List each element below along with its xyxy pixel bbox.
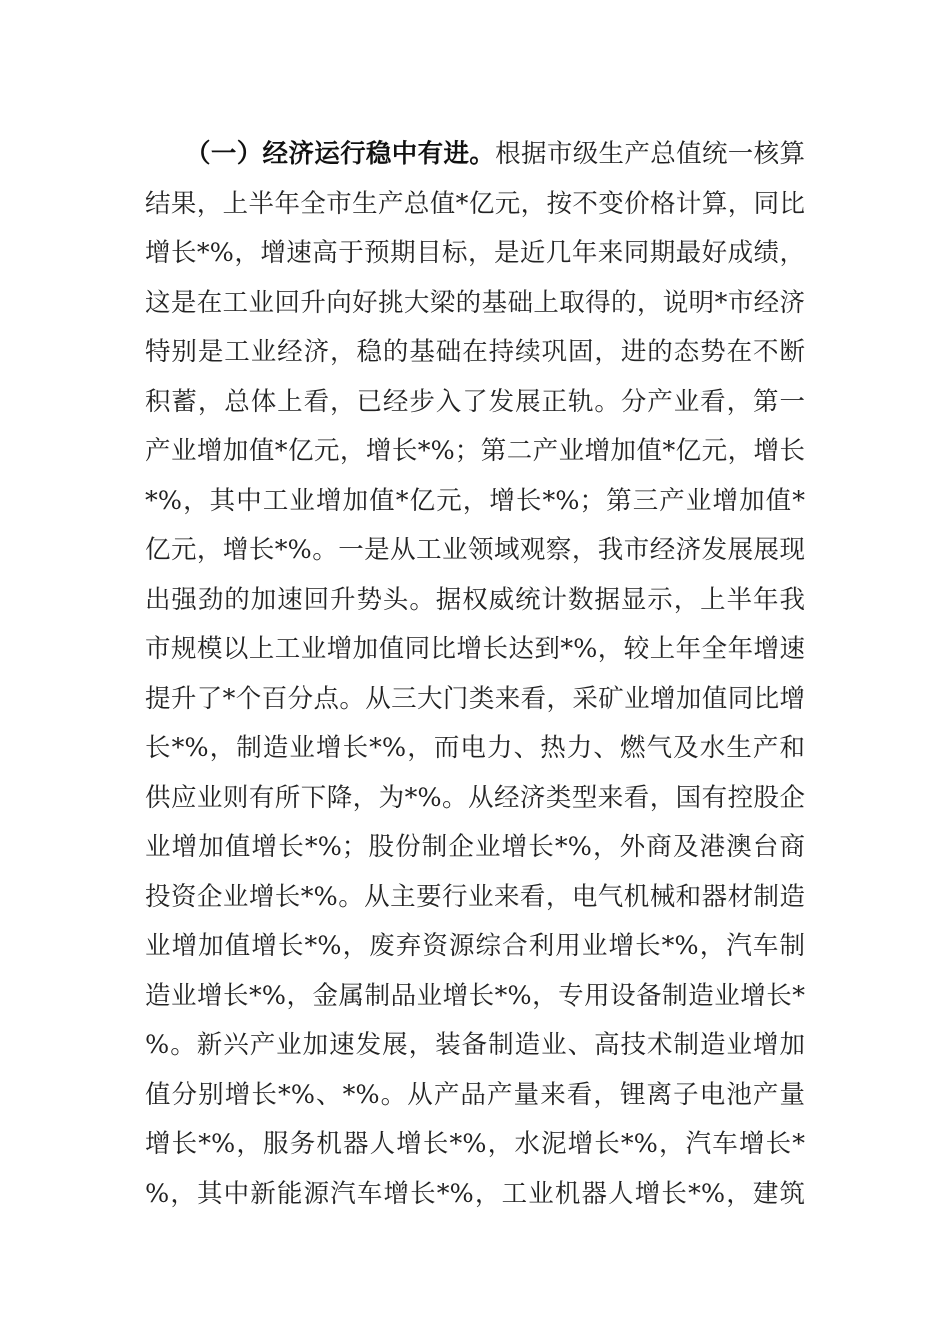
paragraph-line: 投资企业增长*%。从主要行业来看，电气机械和器材制造 <box>145 881 805 912</box>
paragraph-line: 增长*%，增速高于预期目标，是近几年来同期最好成绩， <box>145 238 805 268</box>
paragraph-line: 增长*%，服务机器人增长*%，水泥增长*%，汽车增长* <box>145 1129 805 1159</box>
paragraph-line: 结果，上半年全市生产总值*亿元，按不变价格计算，同比 <box>145 188 805 219</box>
paragraph-line: 造业增长*%，金属制品业增长*%，专用设备制造业增长* <box>145 980 805 1011</box>
paragraph-line: 出强劲的加速回升势头。据权威统计数据显示，上半年我 <box>145 584 805 615</box>
paragraph-line: 积蓄，总体上看，已经步入了发展正轨。分产业看，第一 <box>145 386 805 417</box>
paragraph-line: 值分别增长*%、*%。从产品产量来看，锂离子电池产量 <box>145 1079 805 1110</box>
line-text: 根据市级生产总值统一核算 <box>495 139 805 169</box>
paragraph-line: %。新兴产业加速发展，装备制造业、高技术制造业增加 <box>145 1030 805 1060</box>
paragraph-line: %，其中新能源汽车增长*%，工业机器人增长*%，建筑 <box>145 1178 805 1209</box>
paragraph-line: 供应业则有所下降，为*%。从经济类型来看，国有控股企 <box>145 782 805 813</box>
paragraph-line: 市规模以上工业增加值同比增长达到*%，较上年全年增速 <box>145 634 805 664</box>
paragraph-line: *%，其中工业增加值*亿元，增长*%；第三产业增加值* <box>145 485 805 516</box>
section-heading: （一）经济运行稳中有进。 <box>185 139 496 169</box>
paragraph-line: 亿元，增长*%。一是从工业领域观察，我市经济发展展现 <box>145 535 805 565</box>
paragraph-line: 产业增加值*亿元，增长*%；第二产业增加值*亿元，增长 <box>145 436 805 466</box>
paragraph-line: 业增加值增长*%；股份制企业增长*%，外商及港澳台商 <box>145 832 805 862</box>
paragraph-line: 业增加值增长*%，废弃资源综合利用业增长*%，汽车制 <box>145 931 805 961</box>
paragraph-line: 长*%，制造业增长*%，而电力、热力、燃气及水生产和 <box>145 733 805 763</box>
paragraph-line <box>145 130 805 180</box>
paragraph-line: 特别是工业经济，稳的基础在持续巩固，进的态势在不断 <box>145 337 805 367</box>
paragraph-line: 提升了*个百分点。从三大门类来看，采矿业增加值同比增 <box>145 683 805 714</box>
paragraph-line: 这是在工业回升向好挑大梁的基础上取得的，说明*市经济 <box>145 287 805 318</box>
document-body <box>145 130 805 1219</box>
